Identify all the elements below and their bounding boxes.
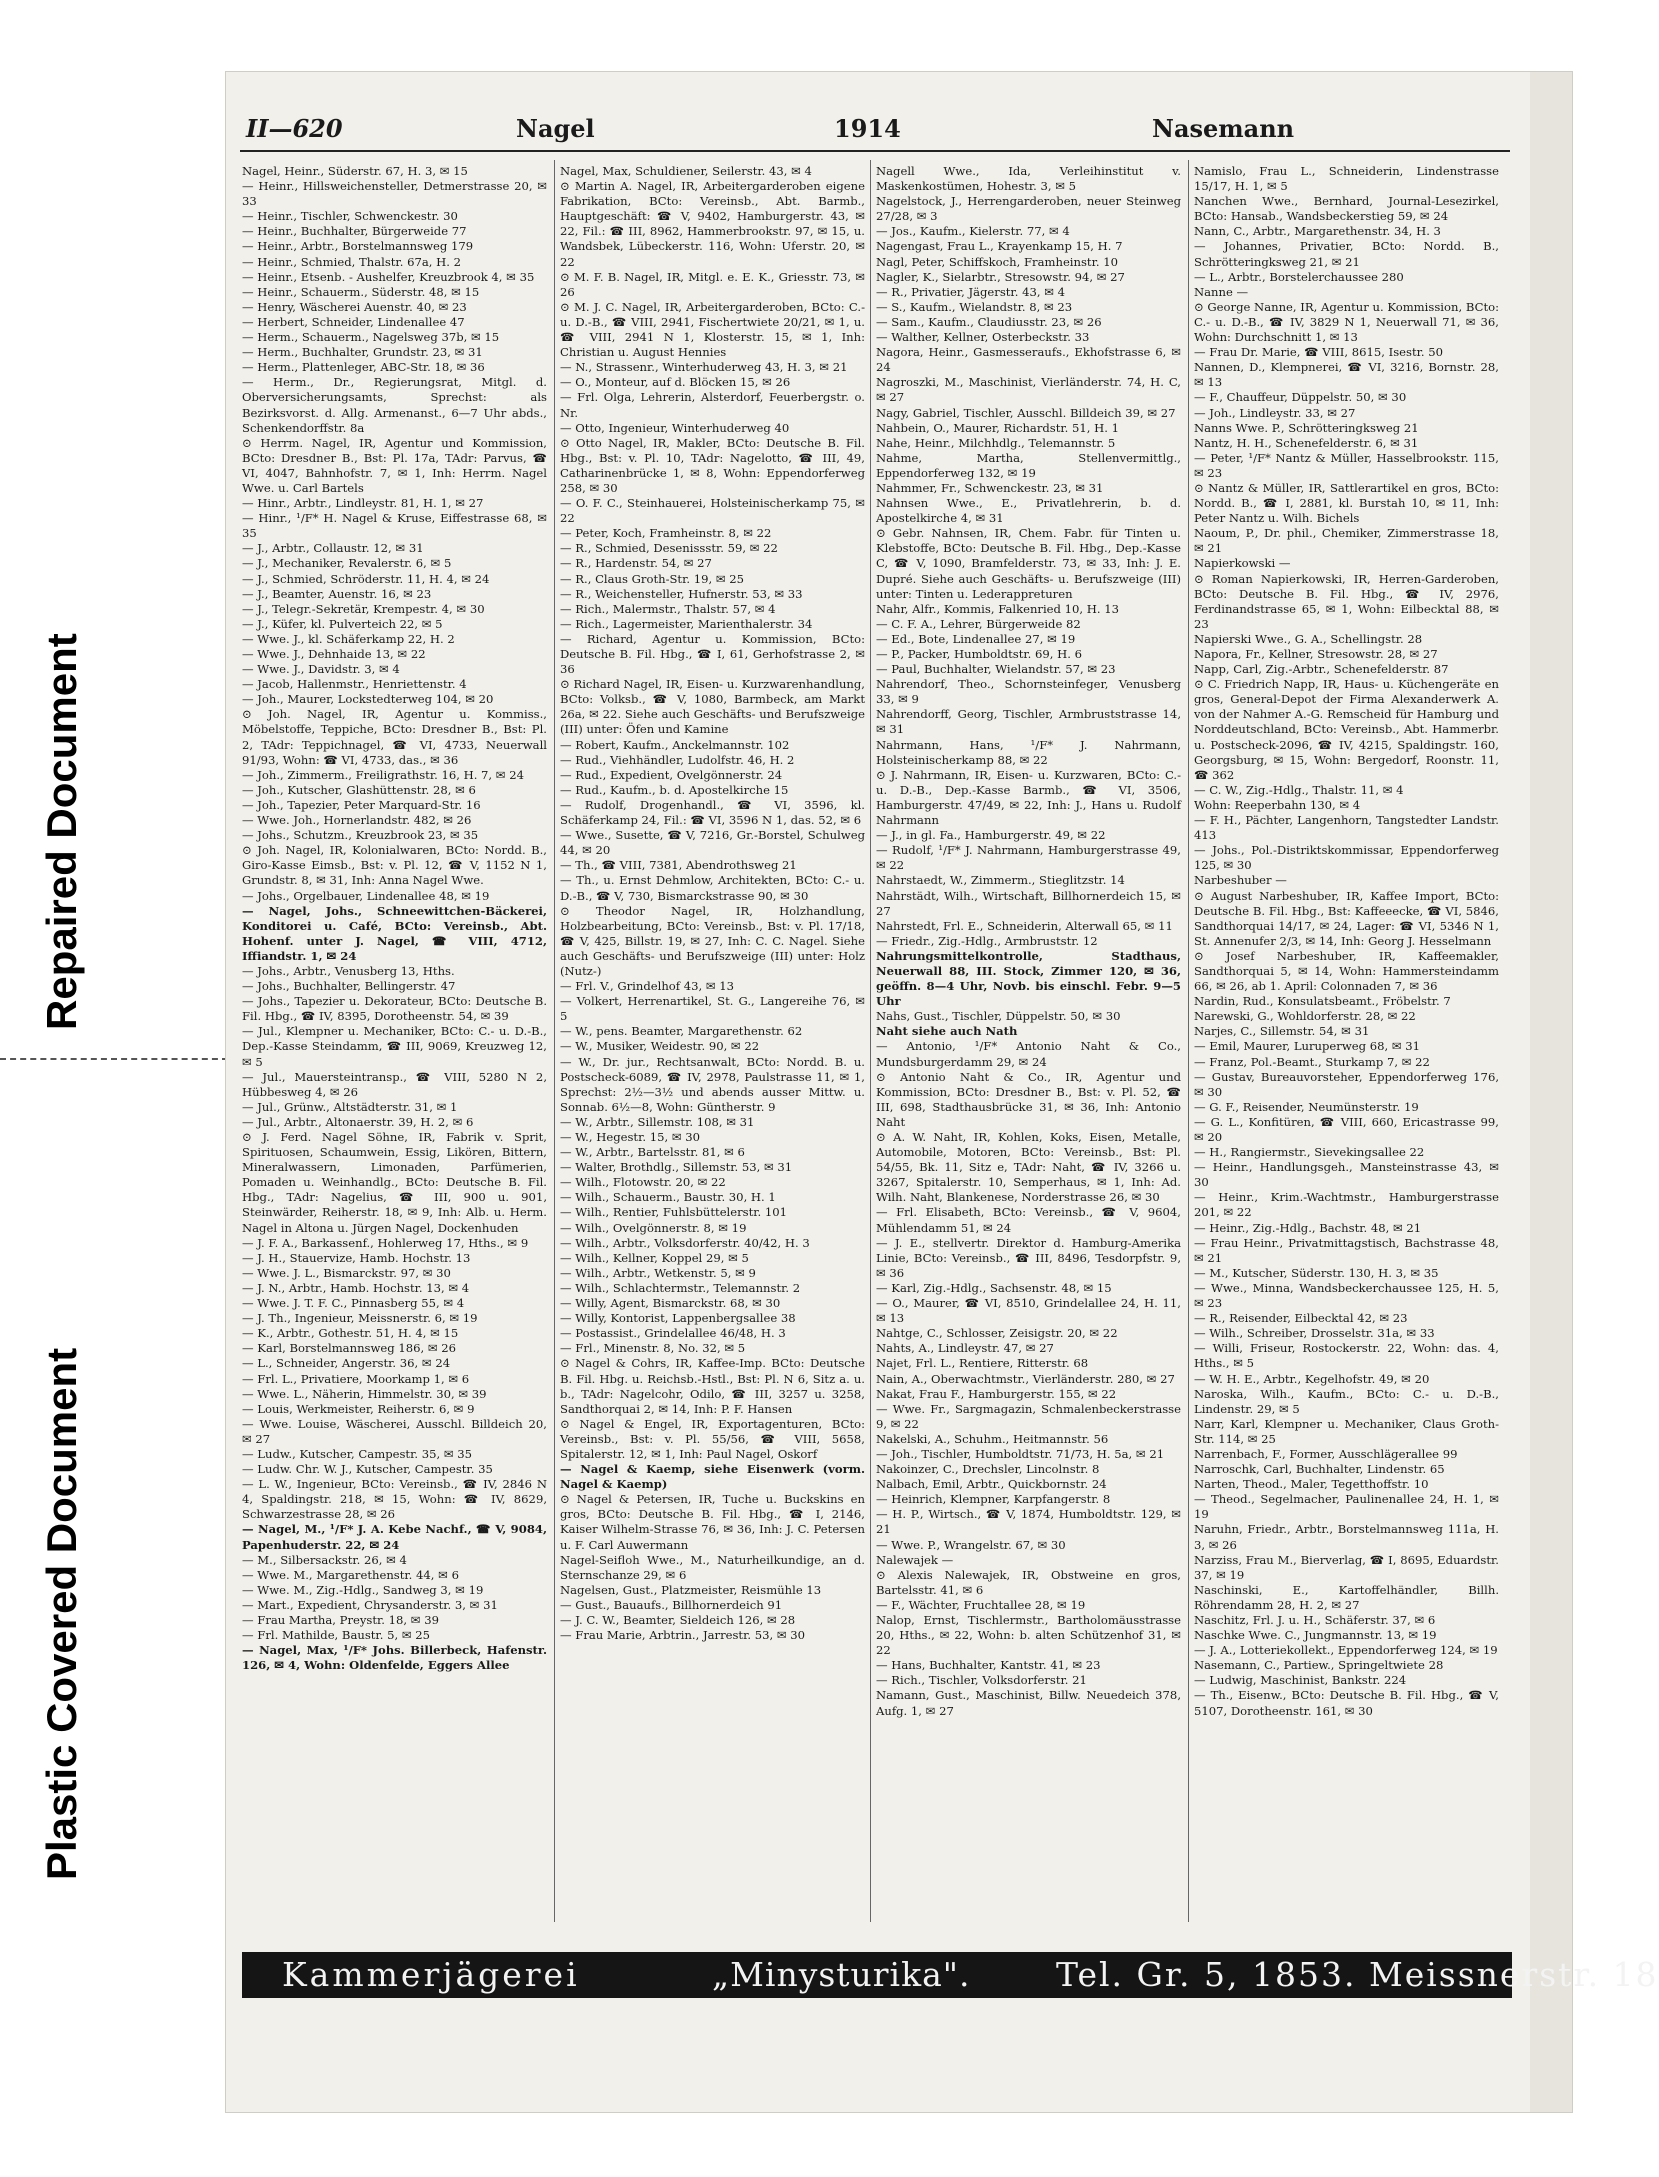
directory-entry: Naschinski, E., Kartoffelhändler, Billh. Röhrendamm 28, H. 2, ✉ 27 (1194, 1582, 1499, 1612)
directory-entry: — Rudolf, ¹/F* J. Nahrmann, Hamburgerstrasse 49, ✉ 22 (876, 843, 1181, 873)
directory-entry: — Walther, Kellner, Osterbeckstr. 33 (876, 330, 1090, 345)
directory-entry: — Otto, Ingenieur, Winterhuderweg 40 (560, 420, 790, 435)
directory-entry: Nalewajek — (876, 1552, 954, 1567)
column-rule (554, 160, 555, 1922)
directory-entry: — J. Th., Ingenieur, Meissnerstr. 6, ✉ 19 (242, 1311, 478, 1326)
directory-entry: — Peter, ¹/F* Nantz & Müller, Hasselbrookstr. 115, ✉ 23 (1194, 450, 1499, 480)
directory-entry: — W., Musiker, Weidestr. 90, ✉ 22 (560, 1039, 760, 1054)
directory-entry: — Heinr., Schauerm., Süderstr. 48, ✉ 15 (242, 284, 480, 299)
directory-entry: — J., Küfer, kl. Pulverteich 22, ✉ 5 (242, 616, 443, 631)
directory-entry: — Paul, Buchhalter, Wielandstr. 57, ✉ 23 (876, 662, 1116, 677)
directory-entry: — Herbert, Schneider, Lindenallee 47 (242, 314, 465, 329)
directory-entry: — J. H., Stauervize, Hamb. Hochstr. 13 (242, 1250, 471, 1265)
firm-entry: ⊙ A. W. Naht, IR, Kohlen, Koks, Eisen, Metalle, Automobile, Motoren, BCto: Vereinsb., Bst: Pl. 54/55, Bk. 11, Sitz e, TAdr: Naht, ☎ IV, 3266 u. 3267, Spitalerstr. 10, Semperhaus, ✉ 1, Inh: Ad. Wilh. Naht, Blankenese, Norderstrasse 26, ✉ 30 (876, 1130, 1181, 1205)
firm-entry: ⊙ Theodor Nagel, IR, Holzhandlung, Holzbearbeitung, BCto: Vereinsb., Bst: v. Pl. 17/18, ☎ V, 425, Billstr. 19, ✉ 27, Inh: C. C. Nagel. Siehe auch Geschäfts- und Berufszweige (III) unter: Holz (Nutz-) (560, 903, 865, 978)
directory-entry: — Heinr., Tischler, Schwenckestr. 30 (242, 209, 458, 224)
directory-entry: — Johannes, Privatier, BCto: Nordd. B., Schrötteringksweg 21, ✉ 21 (1194, 239, 1499, 269)
page-edge (1530, 72, 1572, 2112)
directory-entry: — Wwe. L., Näherin, Himmelstr. 30, ✉ 39 (242, 1386, 487, 1401)
directory-entry: — Willy, Agent, Bismarckstr. 68, ✉ 30 (560, 1296, 781, 1311)
directory-entry: — Herm., Schauerm., Nagelsweg 37b, ✉ 15 (242, 330, 500, 345)
directory-entry: — Ed., Bote, Lindenallee 27, ✉ 19 (876, 631, 1076, 646)
column-1 (242, 164, 547, 1920)
directory-entry: Nagelstock, J., Herrengarderoben, neuer Steinweg 27/28, ✉ 3 (876, 194, 1181, 224)
directory-entry: — Volkert, Herrenartikel, St. G., Langereihe 76, ✉ 5 (560, 994, 865, 1024)
directory-entry: — Walter, Brothdlg., Sillemstr. 53, ✉ 31 (560, 1160, 793, 1175)
directory-entry: — W. H. E., Arbtr., Kegelhofstr. 49, ✉ 20 (1194, 1371, 1430, 1386)
banner-company: Kammerjägerei (282, 1955, 580, 1994)
directory-entry: Naroska, Wilh., Kaufm., BCto: C.- u. D.-B., Lindenstr. 29, ✉ 5 (1194, 1386, 1499, 1416)
firm-entry: ⊙ Joh. Nagel, IR, Agentur u. Kommiss., Möbelstoffe, Teppiche, BCto: Dresdner B., Bst: Pl. 2, TAdr: Teppichnagel, ☎ VI, 4733, Neuerwall 91/93, Wohn: ☎ VI, 4733, das., ✉ 36 (242, 707, 547, 767)
directory-entry: — Hinr., ¹/F* H. Nagel & Kruse, Eiffestrasse 68, ✉ 35 (242, 511, 547, 541)
directory-entry: — Joh., Tischler, Humboldtstr. 71/73, H. 5a, ✉ 21 (876, 1446, 1165, 1461)
firm-entry: ⊙ Nagel & Cohrs, IR, Kaffee-Imp. BCto: Deutsche B. Fil. Hbg. u. Reichsb.-Hstl., Bst: Pl. N 6, Sitz a. u. b., TAdr: Nagelcohr, Odilo, ☎ III, 3257 u. 3258, Sandthorquai 2, ✉ 14, Inh: P. F. Hansen (560, 1356, 865, 1416)
directory-entry: — Johs., Buchhalter, Bellingerstr. 47 (242, 979, 456, 994)
directory-entry: Nagel, Heinr., Süderstr. 67, H. 3, ✉ 15 (242, 164, 468, 178)
directory-entry: — Wilh., Arbtr., Wetkenstr. 5, ✉ 9 (560, 1265, 756, 1280)
directory-entry: — Karl, Borstelmannsweg 186, ✉ 26 (242, 1341, 457, 1356)
directory-entry: — Gust., Bauaufs., Billhornerdeich 91 (560, 1597, 783, 1612)
directory-entry: — Herm., Plattenleger, ABC-Str. 18, ✉ 36 (242, 360, 485, 375)
directory-entry: Naht siehe auch Nath (876, 1024, 1018, 1039)
directory-entry: — Heinr., Handlungsgeh., Mansteinstrasse 43, ✉ 30 (1194, 1160, 1499, 1190)
directory-entry: Narjes, C., Sillemstr. 54, ✉ 31 (1194, 1024, 1370, 1039)
directory-entry: — Frl. L., Privatiere, Moorkamp 1, ✉ 6 (242, 1371, 470, 1386)
directory-entry: — G. L., Konfitüren, ☎ VIII, 660, Ericastrasse 99, ✉ 20 (1194, 1114, 1499, 1144)
directory-entry: — G. F., Reisender, Neumünsterstr. 19 (1194, 1099, 1419, 1114)
directory-entry: — Sam., Kaufm., Claudiusstr. 23, ✉ 26 (876, 314, 1102, 329)
directory-entry: — Jul., Klempner u. Mechaniker, BCto: C.- u. D.-B., Dep.-Kasse Steindamm, ☎ III, 9069, Kreuzweg 12, ✉ 5 (242, 1024, 547, 1069)
directory-entry: Nagel, Max, Schuldiener, Seilerstr. 43, ✉ 4 (560, 164, 812, 178)
directory-entry: — Heinr., Schmied, Thalstr. 67a, H. 2 (242, 254, 461, 269)
directory-entry: Nardin, Rud., Konsulatsbeamt., Fröbelstr. 7 (1194, 994, 1451, 1009)
directory-entry: — Jacob, Hallenmstr., Henriettenstr. 4 (242, 677, 467, 692)
directory-entry: — L. W., Ingenieur, BCto: Vereinsb., ☎ IV, 2846 N 4, Spaldingstr. 218, ✉ 15, Wohn: ☎ IV, 8629, Schwarzestrasse 28, ✉ 26 (242, 1477, 547, 1522)
directory-entry: Napierski Wwe., G. A., Schellingstr. 28 (1194, 631, 1423, 646)
directory-entry: — R., Reisender, Eilbecktal 42, ✉ 23 (1194, 1311, 1408, 1326)
directory-entry: — Heinr., Zig.-Hdlg., Bachstr. 48, ✉ 21 (1194, 1220, 1422, 1235)
directory-entry: — F. H., Pächter, Langenhorn, Tangstedter Landstr. 413 (1194, 813, 1499, 843)
firm-entry: ⊙ Nagel & Engel, IR, Exportagenturen, BCto: Vereinsb., Bst: v. Pl. 55/56, ☎ VIII, 5658, Spitalerstr. 12, ✉ 1, Inh: Paul Nagel, Oskorf (560, 1416, 865, 1461)
directory-entry: Naschke Wwe. C., Jungmannstr. 13, ✉ 19 (1194, 1628, 1437, 1643)
directory-entry: Naschitz, Frl. J. u. H., Schäferstr. 37, ✉ 6 (1194, 1613, 1436, 1627)
directory-entry: — Heinr., Hillsweichensteller, Detmerstrasse 20, ✉ 33 (242, 179, 547, 209)
directory-entry: — Johs., Orgelbauer, Lindenallee 48, ✉ 19 (242, 888, 490, 903)
directory-entry: — Jul., Mauersteintransp., ☎ VIII, 5280 N 2, Hübbesweg 4, ✉ 26 (242, 1069, 547, 1099)
directory-entry: — Ludw., Kutscher, Campestr. 35, ✉ 35 (242, 1446, 472, 1461)
directory-entry: — Willy, Kontorist, Lappenbergsallee 38 (560, 1311, 796, 1326)
directory-entry: — Joh., Maurer, Lockstedterweg 104, ✉ 20 (242, 692, 494, 707)
directory-entry: — W., Arbtr., Bartelsstr. 81, ✉ 6 (560, 1145, 745, 1160)
directory-entry: Nakoinzer, C., Drechsler, Lincolnstr. 8 (876, 1462, 1100, 1477)
directory-entry: — Rudolf, Drogenhandl., ☎ VI, 3596, kl. Schäferkamp 24, Fil.: ☎ VI, 3596 N 1, das. 52, ✉ 6 (560, 797, 865, 828)
directory-entry: Nalop, Ernst, Tischlermstr., Bartholomäusstrasse 20, Hths., ✉ 22, Wohn: b. alten Schützenhof 31, ✉ 22 (876, 1613, 1181, 1658)
directory-entry: — Wwe. J., Davidstr. 3, ✉ 4 (242, 662, 400, 677)
directory-entry: Nagengast, Frau L., Krayenkamp 15, H. 7 (876, 239, 1123, 254)
directory-entry: — J. E., stellvertr. Direktor d. Hamburg-Amerika Linie, BCto: Vereinsb., ☎ III, 8496, Tesdorpfstr. 9, ✉ 36 (876, 1235, 1181, 1280)
directory-entry: — J. C. W., Beamter, Sieldeich 126, ✉ 28 (560, 1613, 796, 1627)
directory-entry: — R., Privatier, Jägerstr. 43, ✉ 4 (876, 284, 1065, 299)
firm-entry: ⊙ Herrm. Nagel, IR, Agentur und Kommission, BCto: Dresdner B., Bst: Pl. 17a, TAdr: Parvus, ☎ VI, 4047, Bahnhofstr. 7, ✉ 1, Inh: Herrm. Nagel Wwe. u. Carl Bartels (242, 435, 547, 495)
directory-entry: — Wwe. Louise, Wäscherei, Ausschl. Billdeich 20, ✉ 27 (242, 1416, 547, 1446)
directory-entry: — W., pens. Beamter, Margarethenstr. 62 (560, 1024, 803, 1039)
directory-entry: — W., Arbtr., Sillemstr. 108, ✉ 31 (560, 1114, 755, 1129)
directory-entry: Narr, Karl, Klempner u. Mechaniker, Claus Groth-Str. 114, ✉ 25 (1194, 1416, 1499, 1446)
directory-entry: — Hinr., Arbtr., Lindleystr. 81, H. 1, ✉ 27 (242, 496, 484, 511)
directory-entry: Nantz, H. H., Schenefelderstr. 6, ✉ 31 (1194, 435, 1419, 450)
directory-entry: Nahrungsmittelkontrolle, Stadthaus, Neuerwall 88, III. Stock, Zimmer 120, ✉ 36, geöffn. 8—4 Uhr, Novb. bis einschl. Febr. 9—5 Uhr (876, 948, 1181, 1009)
directory-entry: — Robert, Kaufm., Anckelmannstr. 102 (560, 737, 790, 752)
directory-entry: Nagroszki, M., Maschinist, Vierländerstr. 74, H. C, ✉ 27 (876, 375, 1181, 405)
directory-entry: — Wwe. M., Zig.-Hdlg., Sandweg 3, ✉ 19 (242, 1582, 484, 1597)
directory-entry: — Th., u. Ernst Dehmlow, Architekten, BCto: C.- u. D.-B., ☎ V, 730, Bismarckstrasse 90, ✉ 30 (560, 873, 865, 903)
directory-entry: Nahrendorf, Theo., Schornsteinfeger, Venusberg 33, ✉ 9 (876, 677, 1181, 707)
directory-entry: Narewski, G., Wohldorferstr. 28, ✉ 22 (1194, 1009, 1416, 1024)
directory-entry: Nahr, Alfr., Kommis, Falkenried 10, H. 13 (876, 601, 1120, 616)
fold-line (0, 1058, 228, 1060)
directory-entry: — H. P., Wirtsch., ☎ V, 1874, Humboldtstr. 129, ✉ 21 (876, 1507, 1181, 1537)
directory-entry: — Frl., Minenstr. 8, No. 32, ✉ 5 (560, 1341, 746, 1356)
directory-entry: Namislo, Frau L., Schneiderin, Lindenstrasse 15/17, H. 1, ✉ 5 (1194, 164, 1499, 194)
directory-entry: Nannen, D., Klempnerei, ☎ VI, 3216, Bornstr. 28, ✉ 13 (1194, 360, 1499, 390)
directory-entry: — Peter, Koch, Framheinstr. 8, ✉ 22 (560, 526, 772, 541)
directory-entry: — L., Schneider, Angerstr. 36, ✉ 24 (242, 1356, 451, 1371)
directory-entry: — Rich., Lagermeister, Marienthalerstr. 34 (560, 616, 813, 631)
directory-entry: — Johs., Schutzm., Kreuzbrook 23, ✉ 35 (242, 828, 479, 843)
directory-entry: — Wwe. Fr., Sargmagazin, Schmalenbeckerstrasse 9, ✉ 22 (876, 1401, 1181, 1431)
directory-entry: — Nagel, M., ¹/F* J. A. Kebe Nachf., ☎ V, 9084, Papenhuderstr. 22, ✉ 24 (242, 1522, 547, 1552)
firm-entry: ⊙ J. Ferd. Nagel Söhne, IR, Fabrik v. Sprit, Spirituosen, Schaumwein, Essig, Likören, Bittern, Mineralwassern, Limonaden, Parfümerien, Pomaden u. Weinhandlg., BCto: Deutsche B. Fil. Hbg., TAdr: Nagelius, ☎ III, 900 u. 901, Steinwärder, Reiherstr. 18, ✉ 9, Inh: Alb. u. Herm. Nagel in Altona u. Jürgen Nagel, Dockenhuden (242, 1130, 547, 1235)
directory-entry: — Frl. Elisabeth, BCto: Vereinsb., ☎ V, 9604, Mühlendamm 51, ✉ 24 (876, 1205, 1181, 1235)
directory-entry: — Wilh., Flotowstr. 20, ✉ 22 (560, 1175, 726, 1190)
page-header (240, 112, 1510, 152)
directory-entry: — M., Silbersackstr. 26, ✉ 4 (242, 1552, 407, 1567)
firm-entry: ⊙ Alexis Nalewajek, IR, Obstweine en gros, Bartelsstr. 41, ✉ 6 (876, 1567, 1181, 1597)
directory-entry: — Rud., Viehhändler, Ludolfstr. 46, H. 2 (560, 752, 795, 767)
directory-entry: — Wwe. Joh., Hornerlandstr. 482, ✉ 26 (242, 813, 472, 828)
directory-entry: — J., Mechaniker, Revalerstr. 6, ✉ 5 (242, 556, 452, 571)
directory-entry: — Heinrich, Klempner, Karpfangerstr. 8 (876, 1492, 1111, 1507)
column-rule (1188, 160, 1189, 1922)
directory-entry: Najet, Frl. L., Rentiere, Ritterstr. 68 (876, 1356, 1089, 1371)
directory-entry: Nagler, K., Sielarbtr., Stresowstr. 94, ✉ 27 (876, 269, 1125, 284)
directory-entry: — S., Kaufm., Wielandstr. 8, ✉ 23 (876, 299, 1073, 314)
directory-entry: Nahts, A., Lindleystr. 47, ✉ 27 (876, 1341, 1054, 1356)
directory-entry: Narziss, Frau M., Bierverlag, ☎ I, 8695, Eduardstr. 37, ✉ 19 (1194, 1552, 1499, 1582)
directory-entry: Nahrstedt, Frl. E., Schneiderin, Alterwall 65, ✉ 11 (876, 918, 1173, 933)
directory-entry: — Herm., Dr., Regierungsrat, Mitgl. d. Oberversicherungsamts, Sprechst: als Bezirksvorst. d. Allg. Armenanst., 6—7 Uhr abds., Schenkendorffstr. 8a (242, 375, 547, 435)
directory-entry: Nann, C., Arbtr., Margarethenstr. 34, H. 3 (1194, 224, 1441, 239)
directory-entry: — Frau Marie, Arbtrin., Jarrestr. 53, ✉ 30 (560, 1628, 805, 1643)
directory-entry: — Richard, Agentur u. Kommission, BCto: Deutsche B. Fil. Hbg., ☎ I, 61, Gerhofstrasse 2, ✉ 36 (560, 631, 865, 677)
directory-entry: — Karl, Zig.-Hdlg., Sachsenstr. 48, ✉ 15 (876, 1280, 1112, 1295)
firm-entry: ⊙ Joh. Nagel, IR, Kolonialwaren, BCto: Nordd. B., Giro-Kasse Eimsb., Bst: v. Pl. 12, ☎ V, 1152 N 1, Grundstr. 8, ✉ 31, Inh: Anna Nagel Wwe. (242, 843, 547, 888)
directory-entry: — Mart., Expedient, Chrysanderstr. 3, ✉ 31 (242, 1597, 498, 1612)
directory-entry: — Wwe. P., Wrangelstr. 67, ✉ 30 (876, 1537, 1066, 1552)
directory-entry: — R., Claus Groth-Str. 19, ✉ 25 (560, 571, 744, 586)
firm-entry: ⊙ J. Nahrmann, IR, Eisen- u. Kurzwaren, BCto: C.- u. D.-B., Dep.-Kasse Barmb., ☎ VI, 3506, Hamburgerstr. 47/49, ✉ 22, Inh: J., Hans u. Rudolf Nahrmann (876, 767, 1181, 828)
directory-entry: — R., Weichensteller, Hufnerstr. 53, ✉ 33 (560, 586, 803, 601)
directory-entry: Nagora, Heinr., Gasmesseraufs., Ekhofstrasse 6, ✉ 24 (876, 345, 1181, 375)
firm-entry: ⊙ Martin A. Nagel, IR, Arbeitergarderoben eigene Fabrikation, BCto: Vereinsb., Abt. Barmb., Hauptgeschäft: ☎ V, 9402, Hamburgerstr. 43, ✉ 22, Fil.: ☎ III, 8962, Hammerbrookstr. 97, ✉ 15, u. Wandsbek, Lübeckerstr. 116, Wohn: Uferstr. 20, ✉ 22 (560, 179, 865, 269)
directory-entry: — Johs., Pol.-Distriktskommissar, Eppendorferweg 125, ✉ 30 (1194, 843, 1499, 873)
directory-entry: — Herm., Buchhalter, Grundstr. 23, ✉ 31 (242, 345, 483, 360)
directory-entry: — Wilh., Arbtr., Volksdorferstr. 40/42, H. 3 (560, 1235, 810, 1250)
directory-entry: Napora, Fr., Kellner, Stresowstr. 28, ✉ 27 (1194, 647, 1438, 661)
directory-entry: Nagelsen, Gust., Platzmeister, Reismühle 13 (560, 1582, 822, 1597)
firm-entry: ⊙ Otto Nagel, IR, Makler, BCto: Deutsche B. Fil. Hbg., Bst: v. Pl. 10, TAdr: Nagelotto, ☎ III, 49, Catharinenbrücke 1, ✉ 8, Wohn: Eppendorferweg 258, ✉ 30 (560, 435, 865, 495)
directory-entry: — Frl. V., Grindelhof 43, ✉ 13 (560, 979, 735, 994)
directory-entry: — Heinr., Etsenb. - Aushelfer, Kreuzbrook 4, ✉ 35 (242, 269, 535, 284)
firm-entry: ⊙ Gebr. Nahnsen, IR, Chem. Fabr. für Tinten u. Klebstoffe, BCto: Deutsche B. Fil. Hbg., Dep.-Kasse C, ☎ V, 1090, Bramfelderstr. 73, ✉ 33, Inh: J. E. Dupré. Siehe auch Geschäfts- u. Berufszweige (III) unter: Tinten u. Lederappreturen (876, 526, 1181, 601)
firm-entry: ⊙ C. Friedrich Napp, IR, Haus- u. Küchengeräte en gros, General-Depot der Firma Alexanderwerk A. von der Nahmer A.-G. Remscheid für Hamburg und Norddeutschland, BCto: Vereinsb., Abt. Hammerbr. u. Postscheck-2096, ☎ IV, 4215, Spaldingstr. 160, Georgsburg, ✉ 15, Wohn: Bergedorf, Roonstr. 11, ☎ 362 (1194, 677, 1499, 782)
directory-entry: Nagell Wwe., Ida, Verleihinstitut v. Maskenkostümen, Hohestr. 3, ✉ 5 (876, 164, 1181, 194)
directory-entry: — C. F. A., Lehrer, Bürgerweide 82 (876, 616, 1081, 631)
directory-entry: — Nagel & Kaemp, siehe Eisenwerk (vorm. Nagel & Kaemp) (560, 1462, 865, 1492)
directory-entry: — Wwe. J., kl. Schäferkamp 22, H. 2 (242, 631, 455, 646)
directory-entry: — Frau Martha, Preystr. 18, ✉ 39 (242, 1613, 439, 1627)
directory-entry: — Louis, Werkmeister, Reiherstr. 6, ✉ 9 (242, 1401, 475, 1416)
side-label-plastic: Plastic Covered Document (38, 1347, 85, 1880)
directory-entry: — Wilh., Rentier, Fuhlsbüttelerstr. 101 (560, 1205, 788, 1220)
directory-entry: — Nagel, Johs., Schneewittchen-Bäckerei, Konditorei u. Café, BCto: Vereinsb., Abt. Hohenf. unter J. Nagel, ☎ VIII, 4712, Iffiandstr. 1, ✉ 24 (242, 903, 547, 963)
directory-entry: Nanchen Wwe., Bernhard, Journal-Lesezirkel, BCto: Hansab., Wandsbeckerstieg 59, ✉ 24 (1194, 194, 1499, 224)
directory-entry: — W., Hegestr. 15, ✉ 30 (560, 1130, 701, 1144)
header-year: 1914 (834, 114, 901, 143)
directory-entry: Nahnsen Wwe., E., Privatlehrerin, b. d. Apostelkirche 4, ✉ 31 (876, 496, 1181, 526)
directory-entry: — Wwe. M., Margarethenstr. 44, ✉ 6 (242, 1567, 459, 1582)
directory-entry: Nakelski, A., Schuhm., Heitmannstr. 56 (876, 1431, 1109, 1446)
directory-entry: — Th., Eisenw., BCto: Deutsche B. Fil. Hbg., ☎ V, 5107, Dorotheenstr. 161, ✉ 30 (1194, 1688, 1499, 1718)
firm-entry: ⊙ M. F. B. Nagel, IR, Mitgl. e. E. K., Griesstr. 73, ✉ 26 (560, 269, 865, 299)
left-margin (0, 0, 210, 2177)
firm-entry: ⊙ Nagel & Petersen, IR, Tuche u. Buckskins en gros, BCto: Deutsche B. Fil. Hbg., ☎ I, 2146, Kaiser Wilhelm-Strasse 76, ✉ 36, Inh: J. C. Petersen u. F. Carl Auwermann (560, 1492, 865, 1552)
directory-entry: — Wwe., Minna, Wandsbeckerchaussee 125, H. 5, ✉ 23 (1194, 1280, 1499, 1311)
directory-entry: Nanns Wwe. P., Schrötteringksweg 21 (1194, 420, 1419, 435)
directory-entry: — Wilh., Schauerm., Baustr. 30, H. 1 (560, 1190, 776, 1205)
directory-entry: Narrenbach, F., Former, Ausschlägerallee 99 (1194, 1446, 1458, 1461)
directory-entry: — F., Wächter, Fruchtallee 28, ✉ 19 (876, 1597, 1086, 1612)
directory-entry: — Joh., Zimmerm., Freiligrathstr. 16, H. 7, ✉ 24 (242, 767, 524, 782)
directory-entry: — Willi, Friseur, Rostockerstr. 22, Wohn: das. 4, Hths., ✉ 5 (1194, 1341, 1499, 1371)
directory-entry: — Frl. Olga, Lehrerin, Alsterdorf, Feuerbergstr. o. Nr. (560, 390, 865, 420)
directory-entry: — Rud., Kaufm., b. d. Apostelkirche 15 (560, 782, 789, 797)
directory-entry: — Th., ☎ VIII, 7381, Abendrothsweg 21 (560, 858, 797, 873)
directory-entry: Nahrendorff, Georg, Tischler, Armbruststrasse 14, ✉ 31 (876, 707, 1181, 737)
directory-entry: — Ludwig, Maschinist, Bankstr. 224 (1194, 1673, 1407, 1688)
directory-entry: — Jul., Arbtr., Altonaerstr. 39, H. 2, ✉ 6 (242, 1114, 474, 1129)
directory-entry: — M., Kutscher, Süderstr. 130, H. 3, ✉ 35 (1194, 1265, 1439, 1280)
directory-entry: — Emil, Maurer, Luruperweg 68, ✉ 31 (1194, 1039, 1420, 1054)
directory-entry: — O., Maurer, ☎ VI, 8510, Grindelallee 24, H. 11, ✉ 13 (876, 1296, 1181, 1326)
directory-entry: Nalbach, Emil, Arbtr., Quickbornstr. 24 (876, 1477, 1107, 1492)
directory-entry: — Friedr., Zig.-Hdlg., Armbruststr. 12 (876, 933, 1098, 948)
directory-entry: Narten, Theod., Maler, Tegetthoffstr. 10 (1194, 1477, 1429, 1492)
directory-entry: — Antonio, ¹/F* Antonio Naht & Co., Mundsburgerdamm 29, ✉ 24 (876, 1039, 1181, 1069)
column-3 (876, 164, 1181, 1920)
directory-entry: Nahs, Gust., Tischler, Düppelstr. 50, ✉ 30 (876, 1009, 1121, 1024)
directory-entry: — Wwe. J., Dehnhaide 13, ✉ 22 (242, 647, 426, 661)
directory-entry: — Johs., Arbtr., Venusberg 13, Hths. (242, 963, 455, 978)
directory-entry: — R., Hardenstr. 54, ✉ 27 (560, 556, 712, 571)
directory-entry: — Joh., Lindleystr. 33, ✉ 27 (1194, 405, 1356, 420)
directory-entry: — J., Telegr.-Sekretär, Krempestr. 4, ✉ 30 (242, 601, 485, 616)
directory-entry: — Frau Heinr., Privatmittagstisch, Bachstrasse 48, ✉ 21 (1194, 1235, 1499, 1265)
directory-entry: — H., Rangiermstr., Sievekingsallee 22 (1194, 1145, 1425, 1160)
directory-entry: Nahtge, C., Schlosser, Zeisigstr. 20, ✉ 22 (876, 1326, 1118, 1341)
page-ref: II—620 (246, 114, 343, 143)
directory-entry: — K., Arbtr., Gothestr. 51, H. 4, ✉ 15 (242, 1326, 459, 1341)
firm-entry: ⊙ M. J. C. Nagel, IR, Arbeitergarderoben, BCto: C.- u. D.-B., ☎ VIII, 2941, Fischertwiete 20/21, ✉ 1, u. ☎ VIII, 2941 N 1, Klosterstr. 15, ✉ 1, Inh: Christian u. August Hennies (560, 299, 865, 360)
column-2 (560, 164, 865, 1920)
directory-entry: — Theod., Segelmacher, Paulinenallee 24, H. 1, ✉ 19 (1194, 1492, 1499, 1522)
directory-entry: — P., Packer, Humboldtstr. 69, H. 6 (876, 647, 1082, 661)
directory-entry: — Johs., Tapezier u. Dekorateur, BCto: Deutsche B. Fil. Hbg., ☎ IV, 8395, Dorotheenstr. 54, ✉ 39 (242, 994, 547, 1024)
directory-entry: Namann, Gust., Maschinist, Billw. Neuedeich 378, Aufg. 1, ✉ 27 (876, 1688, 1181, 1718)
directory-entry: — Rich., Malermstr., Thalstr. 57, ✉ 4 (560, 601, 776, 616)
directory-entry: — Hans, Buchhalter, Kantstr. 41, ✉ 23 (876, 1658, 1101, 1673)
directory-entry: Nahbein, O., Maurer, Richardstr. 51, H. 1 (876, 420, 1120, 435)
directory-entry: Naoum, P., Dr. phil., Chemiker, Zimmerstrasse 18, ✉ 21 (1194, 526, 1499, 556)
column-4 (1194, 164, 1499, 1920)
directory-entry: — Heinr., Buchhalter, Bürgerweide 77 (242, 224, 467, 239)
directory-entry: Nain, A., Oberwachtmstr., Vierländerstr. 280, ✉ 27 (876, 1371, 1175, 1386)
advertisement-banner (242, 1952, 1659, 1998)
directory-entry: — Wwe. J. L., Bismarckstr. 97, ✉ 30 (242, 1265, 451, 1280)
directory-entry: — J. F. A., Barkassenf., Hohlerweg 17, Hths., ✉ 9 (242, 1235, 529, 1250)
directory-entry: Nahrstädt, Wilh., Wirtschaft, Billhornerdeich 15, ✉ 27 (876, 888, 1181, 918)
directory-entry: — Joh., Kutscher, Glashüttenstr. 28, ✉ 6 (242, 782, 476, 797)
directory-entry: — Joh., Tapezier, Peter Marquard-Str. 16 (242, 797, 481, 812)
directory-entry: Napierkowski — (1194, 556, 1291, 571)
firm-entry: ⊙ Nantz & Müller, IR, Sattlerartikel en gros, BCto: Nordd. B., ☎ I, 2881, kl. Burstah 10, ✉ 11, Inh: Peter Nantz u. Wilh. Bichels (1194, 480, 1499, 526)
directory-entry: — Frau Dr. Marie, ☎ VIII, 8615, Isestr. 50 (1194, 345, 1444, 360)
firm-entry: ⊙ Josef Narbeshuber, IR, Kaffeemakler, Sandthorquai 5, ✉ 14, Wohn: Hammersteindamm 66, ✉ 26, ab 1. April: Colonnaden 7, ✉ 36 (1194, 948, 1499, 994)
firm-entry: ⊙ Richard Nagel, IR, Eisen- u. Kurzwarenhandlung, BCto: Volksb., ☎ V, 1080, Barmbeck, am Markt 26a, ✉ 22. Siehe auch Geschäfts- und Berufszweige (III) unter: Öfen und Kamine (560, 677, 865, 737)
directory-entry: — Wilh., Kellner, Koppel 29, ✉ 5 (560, 1250, 749, 1265)
directory-entry: Nagl, Peter, Schiffskoch, Framheinstr. 10 (876, 254, 1118, 269)
directory-entry: — Wilh., Ovelgönnerstr. 8, ✉ 19 (560, 1220, 747, 1235)
directory-entry: — O. F. C., Steinhauerei, Holsteinischerkamp 75, ✉ 22 (560, 496, 865, 526)
directory-entry: — Rich., Tischler, Volksdorferstr. 21 (876, 1673, 1087, 1688)
directory-entry: Nanne — (1194, 284, 1249, 299)
directory-entry: Nahrmann, Hans, ¹/F* J. Nahrmann, Holsteinischerkamp 88, ✉ 22 (876, 737, 1181, 767)
directory-entry: — N., Strassenr., Winterhuderweg 43, H. 3, ✉ 21 (560, 360, 848, 375)
directory-entry: Nagel-Seifloh Wwe., M., Naturheilkundige, an d. Sternschanze 29, ✉ 6 (560, 1552, 865, 1582)
directory-entry: — Ludw. Chr. W. J., Kutscher, Campestr. 35 (242, 1462, 493, 1477)
directory-entry: Nahrstaedt, W., Zimmerm., Stieglitzstr. 14 (876, 873, 1125, 888)
firm-entry: ⊙ Antonio Naht & Co., IR, Agentur und Kommission, BCto: Dresdner B., Bst: v. Pl. 52, ☎ III, 698, Stadthausbrücke 31, ✉ 36, Inh: Antonio Naht (876, 1069, 1181, 1129)
directory-entry: — C. W., Zig.-Hdlg., Thalstr. 11, ✉ 4 (1194, 782, 1404, 797)
directory-entry: — Franz, Pol.-Beamt., Sturkamp 7, ✉ 22 (1194, 1054, 1430, 1069)
directory-entry: — Wilh., Schreiber, Drosselstr. 31a, ✉ 33 (1194, 1326, 1435, 1341)
directory-entry: — Jos., Kaufm., Kielerstr. 77, ✉ 4 (876, 224, 1070, 239)
directory-entry: — Jul., Grünw., Altstädterstr. 31, ✉ 1 (242, 1099, 458, 1114)
directory-entry: — Heinr., Krim.-Wachtmstr., Hamburgerstrasse 201, ✉ 22 (1194, 1190, 1499, 1220)
banner-contact: Tel. Gr. 5, 1853. Meissnerstr. 18 (1056, 1955, 1659, 1994)
directory-entry: Nahme, Martha, Stellenvermittlg., Eppendorferweg 132, ✉ 19 (876, 450, 1181, 480)
directory-entry: — W., Dr. jur., Rechtsanwalt, BCto: Nordd. B. u. Postscheck-6089, ☎ IV, 2978, Paulstrasse 11, ✉ 1, Sprechst: 2½—3½ und abends ausser Mittw. u. Sonnab. 6½—8, Wohn: Güntherstr. 9 (560, 1054, 865, 1114)
directory-entry: — R., Schmied, Desenissstr. 59, ✉ 22 (560, 541, 778, 556)
firm-entry: ⊙ Roman Napierkowski, IR, Herren-Garderoben, BCto: Deutsche B. Fil. Hbg., ☎ IV, 2976, Ferdinandstrasse 65, ✉ 1, Wohn: Eilbecktal 88, ✉ 23 (1194, 571, 1499, 631)
directory-entry: Nahe, Heinr., Milchhdlg., Telemannstr. 5 (876, 435, 1116, 450)
directory-entry: — J., Schmied, Schröderstr. 11, H. 4, ✉ 24 (242, 571, 490, 586)
directory-entry: Nasemann, C., Partiew., Springeltwiete 28 (1194, 1658, 1444, 1673)
directory-entry: — J., Beamter, Auenstr. 16, ✉ 23 (242, 586, 432, 601)
directory-entry: — Postassist., Grindelallee 46/48, H. 3 (560, 1326, 786, 1341)
side-label-repaired: Repaired Document (38, 633, 85, 1030)
directory-entry: — L., Arbtr., Borstelerchaussee 280 (1194, 269, 1404, 284)
directory-entry: — F., Chauffeur, Düppelstr. 50, ✉ 30 (1194, 390, 1407, 405)
header-name-to: Nasemann (1152, 114, 1295, 143)
directory-entry: Nagy, Gabriel, Tischler, Ausschl. Billdeich 39, ✉ 27 (876, 405, 1176, 420)
directory-entry: — Gustav, Bureauvorsteher, Eppendorferweg 176, ✉ 30 (1194, 1069, 1499, 1099)
directory-entry: Naruhn, Friedr., Arbtr., Borstelmannsweg 111a, H. 3, ✉ 26 (1194, 1522, 1499, 1552)
directory-entry: — O., Monteur, auf d. Blöcken 15, ✉ 26 (560, 375, 791, 390)
directory-entry: — Henry, Wäscherei Auenstr. 40, ✉ 23 (242, 299, 467, 314)
directory-entry: Narbeshuber — (1194, 873, 1287, 888)
banner-brand: „Minysturika". (712, 1955, 971, 1994)
directory-entry: — J. A., Lotteriekollekt., Eppendorferweg 124, ✉ 19 (1194, 1643, 1498, 1658)
directory-entry: — J. N., Arbtr., Hamb. Hochstr. 13, ✉ 4 (242, 1280, 470, 1295)
directory-entry: Narroschk, Carl, Buchhalter, Lindenstr. 65 (1194, 1462, 1445, 1477)
directory-entry: — Wwe. J. T. F. C., Pinnasberg 55, ✉ 4 (242, 1296, 465, 1311)
directory-entry: — J., Arbtr., Collaustr. 12, ✉ 31 (242, 541, 424, 556)
directory-entry: — J., in gl. Fa., Hamburgerstr. 49, ✉ 22 (876, 828, 1106, 843)
column-rule (870, 160, 871, 1922)
firm-entry: ⊙ George Nanne, IR, Agentur u. Kommission, BCto: C.- u. D.-B., ☎ IV, 3829 N 1, Neuerwall 71, ✉ 36, Wohn: Durchschnitt 1, ✉ 13 (1194, 299, 1499, 345)
directory-entry: — Rud., Expedient, Ovelgönnerstr. 24 (560, 767, 783, 782)
directory-entry: — Wwe., Susette, ☎ V, 7216, Gr.-Borstel, Schulweg 44, ✉ 20 (560, 828, 865, 858)
firm-entry: ⊙ August Narbeshuber, IR, Kaffee Import, BCto: Deutsche B. Fil. Hbg., Bst: Kaffeeecke, ☎ VI, 5846, Sandthorquai 14/17, ✉ 24, Lager: ☎ VI, 5346 N 1, St. Annenufer 2/3, ✉ 14, Inh: Georg J. Hesselmann (1194, 888, 1499, 948)
directory-entry: — Wilh., Schlachtermstr., Telemannstr. 2 (560, 1280, 801, 1295)
directory-entry: Wohn: Reeperbahn 130, ✉ 4 (1194, 797, 1361, 812)
directory-entry: — Nagel, Max, ¹/F* Johs. Billerbeck, Hafenstr. 126, ✉ 4, Wohn: Oldenfelde, Eggers Allee (242, 1643, 547, 1673)
directory-entry: — Heinr., Arbtr., Borstelmannsweg 179 (242, 239, 474, 254)
header-name-from: Nagel (516, 114, 595, 143)
directory-entry: Nahmmer, Fr., Schwenckestr. 23, ✉ 31 (876, 480, 1104, 495)
directory-entry: Napp, Carl, Zig.-Arbtr., Schenefelderstr. 87 (1194, 662, 1449, 677)
directory-entry: Nakat, Frau F., Hamburgerstr. 155, ✉ 22 (876, 1386, 1117, 1401)
directory-entry: — Frl. Mathilde, Baustr. 5, ✉ 25 (242, 1628, 430, 1643)
